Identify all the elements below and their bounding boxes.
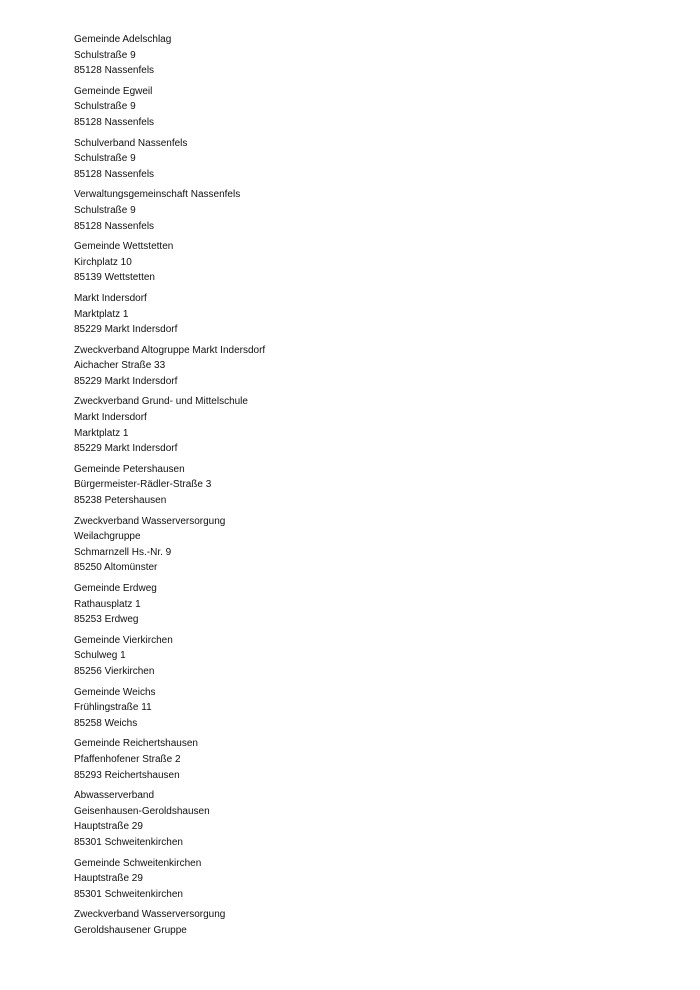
address-line: Marktplatz 1 — [74, 308, 129, 320]
address-line: Kirchplatz 10 — [74, 256, 132, 268]
address-block — [74, 736, 634, 783]
address-block — [74, 462, 634, 509]
address-line: Schulstraße 9 — [74, 101, 136, 113]
address-block — [74, 788, 634, 850]
address-line: 85256 Vierkirchen — [74, 665, 155, 677]
address-block — [74, 907, 634, 938]
address-list — [74, 32, 634, 943]
address-line: Rathausplatz 1 — [74, 598, 141, 610]
address-recipient: Zweckverband Wasserversorgung — [74, 909, 226, 921]
address-line: Schulstraße 9 — [74, 49, 136, 61]
address-recipient: Gemeinde Erdweg — [74, 583, 157, 594]
address-block — [74, 633, 634, 680]
address-recipient: Markt Indersdorf — [74, 292, 147, 304]
address-line: Schmarnzell Hs.-Nr. 9 — [74, 546, 172, 558]
address-block — [74, 136, 634, 183]
address-line: 85128 Nassenfels — [74, 116, 155, 128]
address-recipient: Gemeinde Adelschlag — [74, 34, 172, 45]
address-block — [74, 84, 634, 131]
address-block — [74, 343, 634, 390]
address-line: Bürgermeister-Rädler-Straße 3 — [74, 479, 212, 491]
address-recipient: Zweckverband Wasserversorgung — [74, 515, 226, 527]
address-line: 85128 Nassenfels — [74, 220, 155, 232]
address-line: Weilachgruppe — [74, 531, 141, 543]
address-recipient: Gemeinde Schweitenkirchen — [74, 857, 202, 869]
address-line: Aichacher Straße 33 — [74, 360, 166, 372]
address-line: 85250 Altomünster — [74, 562, 158, 574]
address-line: Pfaffenhofener Straße 2 — [74, 753, 181, 765]
address-recipient: Gemeinde Egweil — [74, 85, 153, 97]
address-recipient: Schulverband Nassenfels — [74, 137, 188, 149]
address-line: 85128 Nassenfels — [74, 168, 155, 180]
address-recipient: Gemeinde Reichertshausen — [74, 738, 198, 750]
address-line: Schulstraße 9 — [74, 204, 136, 216]
address-block — [74, 685, 634, 732]
address-recipient: Abwasserverband — [74, 790, 155, 802]
address-line: Schulweg 1 — [74, 650, 126, 662]
address-block — [74, 581, 634, 628]
address-line: 85258 Weichs — [74, 717, 138, 729]
address-line: 85229 Markt Indersdorf — [74, 324, 178, 336]
address-line: 85293 Reichertshausen — [74, 769, 180, 781]
address-block — [74, 514, 634, 576]
address-line: Marktplatz 1 — [74, 427, 129, 439]
address-block — [74, 394, 634, 456]
address-block — [74, 187, 634, 234]
address-line: 85229 Markt Indersdorf — [74, 443, 178, 455]
address-recipient: Gemeinde Vierkirchen — [74, 634, 173, 646]
address-line: Markt Indersdorf — [74, 412, 147, 424]
address-block — [74, 32, 634, 79]
address-line: Geroldshausener Gruppe — [74, 924, 187, 936]
address-line: 85128 Nassenfels — [74, 65, 155, 77]
address-line: 85301 Schweitenkirchen — [74, 836, 183, 848]
address-block — [74, 856, 634, 903]
address-recipient: Gemeinde Petershausen — [74, 463, 185, 475]
address-line: 85139 Wettstetten — [74, 272, 155, 284]
address-line: Schulstraße 9 — [74, 153, 136, 165]
address-line: 85238 Petershausen — [74, 495, 167, 507]
address-line: Hauptstraße 29 — [74, 821, 143, 833]
address-recipient: Zweckverband Altogruppe Markt Indersdorf — [74, 344, 266, 356]
address-block — [74, 239, 634, 286]
address-line: Hauptstraße 29 — [74, 873, 143, 885]
address-recipient: Zweckverband Grund- und Mittelschule — [74, 396, 248, 408]
address-recipient: Gemeinde Weichs — [74, 686, 156, 698]
address-line: Geisenhausen-Geroldshausen — [74, 805, 210, 817]
address-recipient: Verwaltungsgemeinschaft Nassenfels — [74, 189, 241, 201]
address-recipient: Gemeinde Wettstetten — [74, 241, 174, 253]
address-line: 85301 Schweitenkirchen — [74, 888, 183, 900]
address-line: 85253 Erdweg — [74, 614, 139, 626]
address-line: Frühlingstraße 11 — [74, 702, 152, 714]
address-block — [74, 291, 634, 338]
address-line: 85229 Markt Indersdorf — [74, 375, 178, 387]
